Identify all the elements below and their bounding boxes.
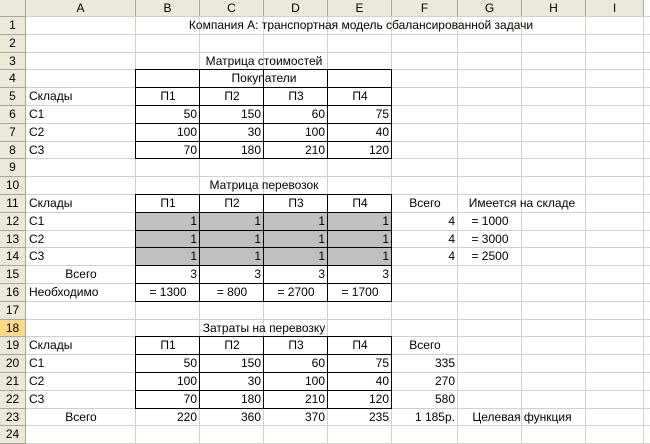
cell-f19[interactable]: Всего (409, 338, 441, 353)
cell-d15[interactable]: 3 (318, 267, 325, 282)
cell-a22[interactable]: С3 (29, 391, 45, 406)
cell-e20[interactable]: 75 (375, 356, 389, 371)
cell-f11[interactable]: Всего (409, 196, 441, 210)
row-header-24[interactable]: 24 (0, 426, 26, 444)
cell-c15[interactable]: 3 (254, 267, 261, 282)
cell-c8[interactable]: 180 (240, 142, 261, 157)
cell-b3[interactable]: Матрица стоимостей (205, 53, 323, 68)
cell-e19[interactable]: П4 (352, 338, 368, 353)
row-header-23[interactable]: 23 (0, 409, 26, 427)
cell-a21[interactable]: С2 (29, 374, 45, 388)
cell-b20[interactable]: 50 (183, 356, 197, 371)
cell-d16[interactable]: = 2700 (277, 285, 315, 299)
column-header-e[interactable]: E (328, 0, 392, 17)
row-header-9[interactable]: 9 (0, 159, 26, 177)
cell-b6[interactable]: 50 (183, 107, 197, 121)
cell-f20[interactable]: 335 (434, 356, 455, 371)
cell-e16[interactable]: = 1700 (341, 285, 379, 299)
cell-c11[interactable]: П2 (224, 196, 240, 210)
cell-b5[interactable]: П1 (160, 89, 176, 104)
cell-b23[interactable]: 220 (176, 409, 197, 424)
cell-c13[interactable]: 1 (254, 231, 261, 246)
cell-b13[interactable]: 1 (190, 231, 197, 246)
cell-c12[interactable]: 1 (254, 213, 261, 228)
cell-d8[interactable]: 210 (304, 142, 325, 157)
cell-c14[interactable]: 1 (254, 249, 261, 264)
row-header-21[interactable]: 21 (0, 373, 26, 391)
cell-e11[interactable]: П4 (352, 196, 368, 210)
cell-b1[interactable]: Компания А: транспортная модель сбалансированной задачи (188, 18, 534, 32)
row-header-12[interactable]: 12 (0, 213, 26, 231)
cell-e22[interactable]: 120 (368, 391, 389, 406)
cell-c20[interactable]: 150 (240, 356, 261, 371)
cell-a11[interactable]: Склады (29, 196, 73, 210)
cell-e12[interactable]: 1 (382, 213, 389, 228)
cell-f13[interactable]: 4 (448, 231, 455, 246)
cell-b19[interactable]: П1 (160, 338, 176, 353)
cell-b8[interactable]: 70 (183, 142, 197, 157)
cell-b16[interactable]: = 1300 (149, 285, 187, 299)
row-header-13[interactable]: 13 (0, 231, 26, 249)
row-header-17[interactable]: 17 (0, 302, 26, 320)
cell-f22[interactable]: 580 (434, 391, 455, 406)
column-header-c[interactable]: C (200, 0, 264, 17)
select-all-corner[interactable] (0, 0, 26, 17)
column-header-g[interactable]: G (458, 0, 522, 17)
cell-c19[interactable]: П2 (224, 338, 240, 353)
row-header-6[interactable]: 6 (0, 106, 26, 124)
cell-b21[interactable]: 100 (176, 374, 197, 388)
cell-a23[interactable]: Всего (65, 409, 97, 424)
row-header-1[interactable]: 1 (0, 17, 26, 35)
cell-d11[interactable]: П3 (288, 196, 304, 210)
cell-c5[interactable]: П2 (224, 89, 240, 104)
cell-c23[interactable]: 360 (240, 409, 261, 424)
cell-c6[interactable]: 150 (240, 107, 261, 121)
cell-f23[interactable]: 1 185р. (414, 409, 455, 424)
cell-a16[interactable]: Необходимо (29, 285, 99, 299)
cell-d23[interactable]: 370 (304, 409, 325, 424)
cell-b22[interactable]: 70 (183, 391, 197, 406)
row-header-22[interactable]: 22 (0, 391, 26, 409)
cell-a14[interactable]: С3 (29, 249, 45, 264)
column-header-a[interactable]: A (26, 0, 136, 17)
cell-d21[interactable]: 100 (304, 374, 325, 388)
row-header-2[interactable]: 2 (0, 35, 26, 53)
row-header-15[interactable]: 15 (0, 266, 26, 284)
cell-e23[interactable]: 235 (368, 409, 389, 424)
cell-g23[interactable]: Целевая функция (472, 409, 572, 424)
cell-a19[interactable]: Склады (29, 338, 73, 353)
column-header-f[interactable]: F (392, 0, 458, 17)
cell-b12[interactable]: 1 (190, 213, 197, 228)
cell-b10[interactable]: Матрица перевозок (209, 178, 319, 193)
cell-e14[interactable]: 1 (382, 249, 389, 264)
cell-e8[interactable]: 120 (368, 142, 389, 157)
cell-a7[interactable]: С2 (29, 124, 45, 139)
cell-e5[interactable]: П4 (352, 89, 368, 104)
cell-a8[interactable]: С3 (29, 142, 45, 157)
cell-b11[interactable]: П1 (160, 196, 176, 210)
cell-d6[interactable]: 60 (311, 107, 325, 121)
cell-f12[interactable]: 4 (448, 213, 455, 228)
column-header-h[interactable]: H (522, 0, 586, 17)
cell-a15[interactable]: Всего (65, 267, 97, 282)
cell-f21[interactable]: 270 (434, 374, 455, 388)
cell-f14[interactable]: 4 (448, 249, 455, 264)
column-header-d[interactable]: D (264, 0, 328, 17)
row-header-16[interactable]: 16 (0, 284, 26, 302)
cell-d19[interactable]: П3 (288, 338, 304, 353)
row-header-3[interactable]: 3 (0, 53, 26, 71)
cell-c21[interactable]: 30 (247, 374, 261, 388)
cell-d12[interactable]: 1 (318, 213, 325, 228)
cell-a6[interactable]: С1 (29, 107, 45, 121)
cell-d13[interactable]: 1 (318, 231, 325, 246)
row-header-20[interactable]: 20 (0, 355, 26, 373)
cell-g14[interactable]: = 2500 (471, 249, 509, 264)
cell-b15[interactable]: 3 (190, 267, 197, 282)
cell-d20[interactable]: 60 (311, 356, 325, 371)
cell-a13[interactable]: С2 (29, 231, 45, 246)
cell-e15[interactable]: 3 (382, 267, 389, 282)
cell-a20[interactable]: С1 (29, 356, 45, 371)
cell-g12[interactable]: = 1000 (471, 213, 509, 228)
cell-a5[interactable]: Склады (29, 89, 73, 104)
row-header-11[interactable]: 11 (0, 195, 26, 213)
column-header-b[interactable]: B (136, 0, 200, 17)
cell-g11[interactable]: Имеется на складе (468, 196, 576, 210)
cell-b7[interactable]: 100 (176, 124, 197, 139)
row-header-14[interactable]: 14 (0, 248, 26, 266)
cell-c22[interactable]: 180 (240, 391, 261, 406)
cell-b14[interactable]: 1 (190, 249, 197, 264)
cell-a12[interactable]: С1 (29, 213, 45, 228)
cell-d22[interactable]: 210 (304, 391, 325, 406)
cell-e6[interactable]: 75 (375, 107, 389, 121)
cell-b4[interactable]: Покупатели (231, 71, 297, 86)
cell-d14[interactable]: 1 (318, 249, 325, 264)
row-header-19[interactable]: 19 (0, 337, 26, 355)
cell-d7[interactable]: 100 (304, 124, 325, 139)
cell-d5[interactable]: П3 (288, 89, 304, 104)
cell-e21[interactable]: 40 (375, 374, 389, 388)
row-header-10[interactable]: 10 (0, 177, 26, 195)
row-header-8[interactable]: 8 (0, 142, 26, 160)
cell-e7[interactable]: 40 (375, 124, 389, 139)
cell-e13[interactable]: 1 (382, 231, 389, 246)
cell-g13[interactable]: = 3000 (471, 231, 509, 246)
row-header-4[interactable]: 4 (0, 70, 26, 88)
column-header-i[interactable]: I (586, 0, 644, 17)
cell-c16[interactable]: = 800 (216, 285, 248, 299)
cell-b18[interactable]: Затраты на перевозку (202, 320, 326, 335)
cell-c7[interactable]: 30 (247, 124, 261, 139)
row-header-7[interactable]: 7 (0, 124, 26, 142)
row-header-18[interactable]: 18 (0, 320, 26, 338)
row-header-5[interactable]: 5 (0, 88, 26, 106)
